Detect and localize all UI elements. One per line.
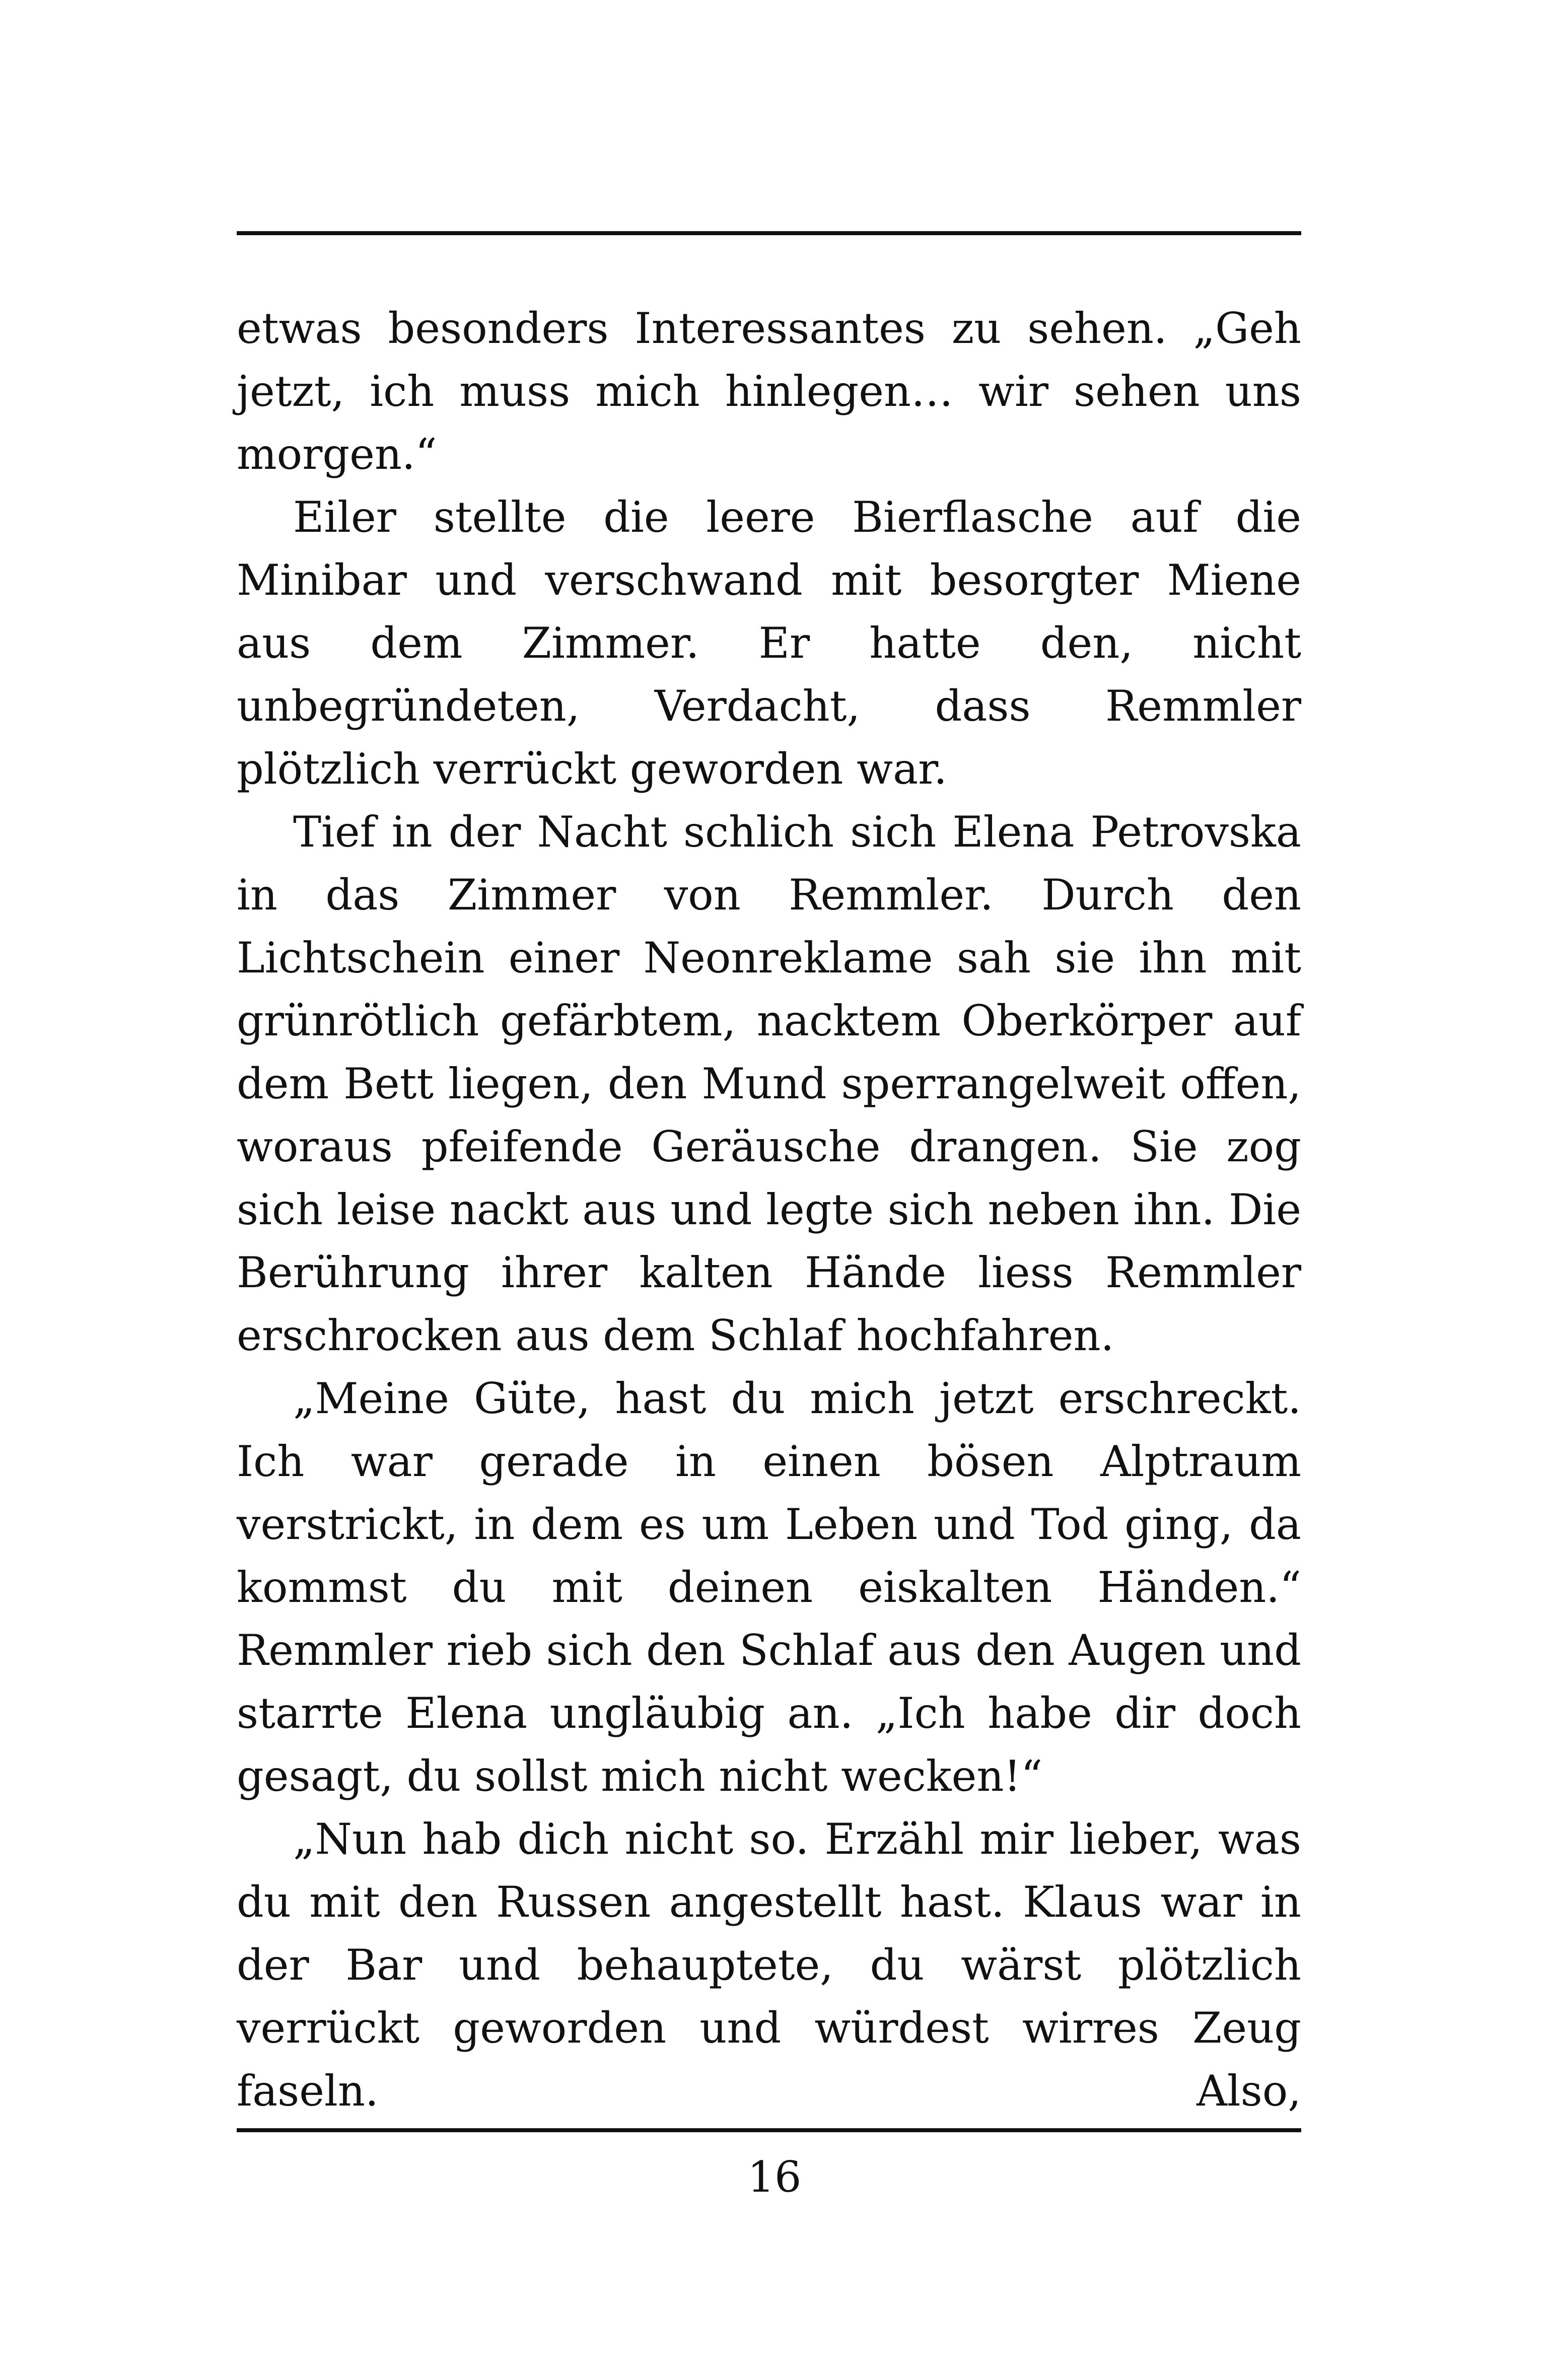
paragraph-2: Eiler stellte die leere Bierflasche auf die Minibar und verschwand mit besorgter Miene aus dem Zimmer. Er hatte den, nicht unbegründeten, Verdacht, dass Remmler plötzlich verrückt geworden war.: [237, 493, 1301, 794]
page-body-text: [237, 297, 1301, 2123]
paragraph-4: „Meine Güte, hast du mich jetzt erschreckt. Ich war gerade in einen bösen Alptraum verstrickt, in dem es um Leben und Tod ging, da kommst du mit deinen eiskalten Händen.“ Remmler rieb sich den Schlaf aus den Augen und starrte Elena ungläubig an. „Ich habe dir doch gesagt, du sollst mich nicht wecken!“: [237, 1374, 1301, 1801]
paragraph-5: „Nun hab dich nicht so. Erzähl mir lieber, was du mit den Russen angestellt hast. Klaus war in der Bar und behauptete, du wärst plötzlich verrückt geworden und würdest wirres Zeug faseln. Also,: [237, 1814, 1301, 2116]
footer-rule: [237, 2128, 1301, 2132]
paragraph-3: Tief in der Nacht schlich sich Elena Petrovska in das Zimmer von Remmler. Durch den Lichtschein einer Neonreklame sah sie ihn mit grünrötlich gefärbtem, nacktem Oberkörper auf dem Bett liegen, den Mund sperrangelweit offen, woraus pfeifende Geräusche drangen. Sie zog sich leise nackt aus und legte sich neben ihn. Die Berührung ihrer kalten Hände liess Remmler erschrocken aus dem Schlaf hochfahren.: [237, 807, 1301, 1360]
header-rule: [237, 231, 1301, 235]
page-number: 16: [747, 2152, 802, 2202]
paragraph-1: etwas besonders Interessantes zu sehen. „Geh jetzt, ich muss mich hinlegen… wir sehen uns morgen.“: [237, 304, 1301, 479]
